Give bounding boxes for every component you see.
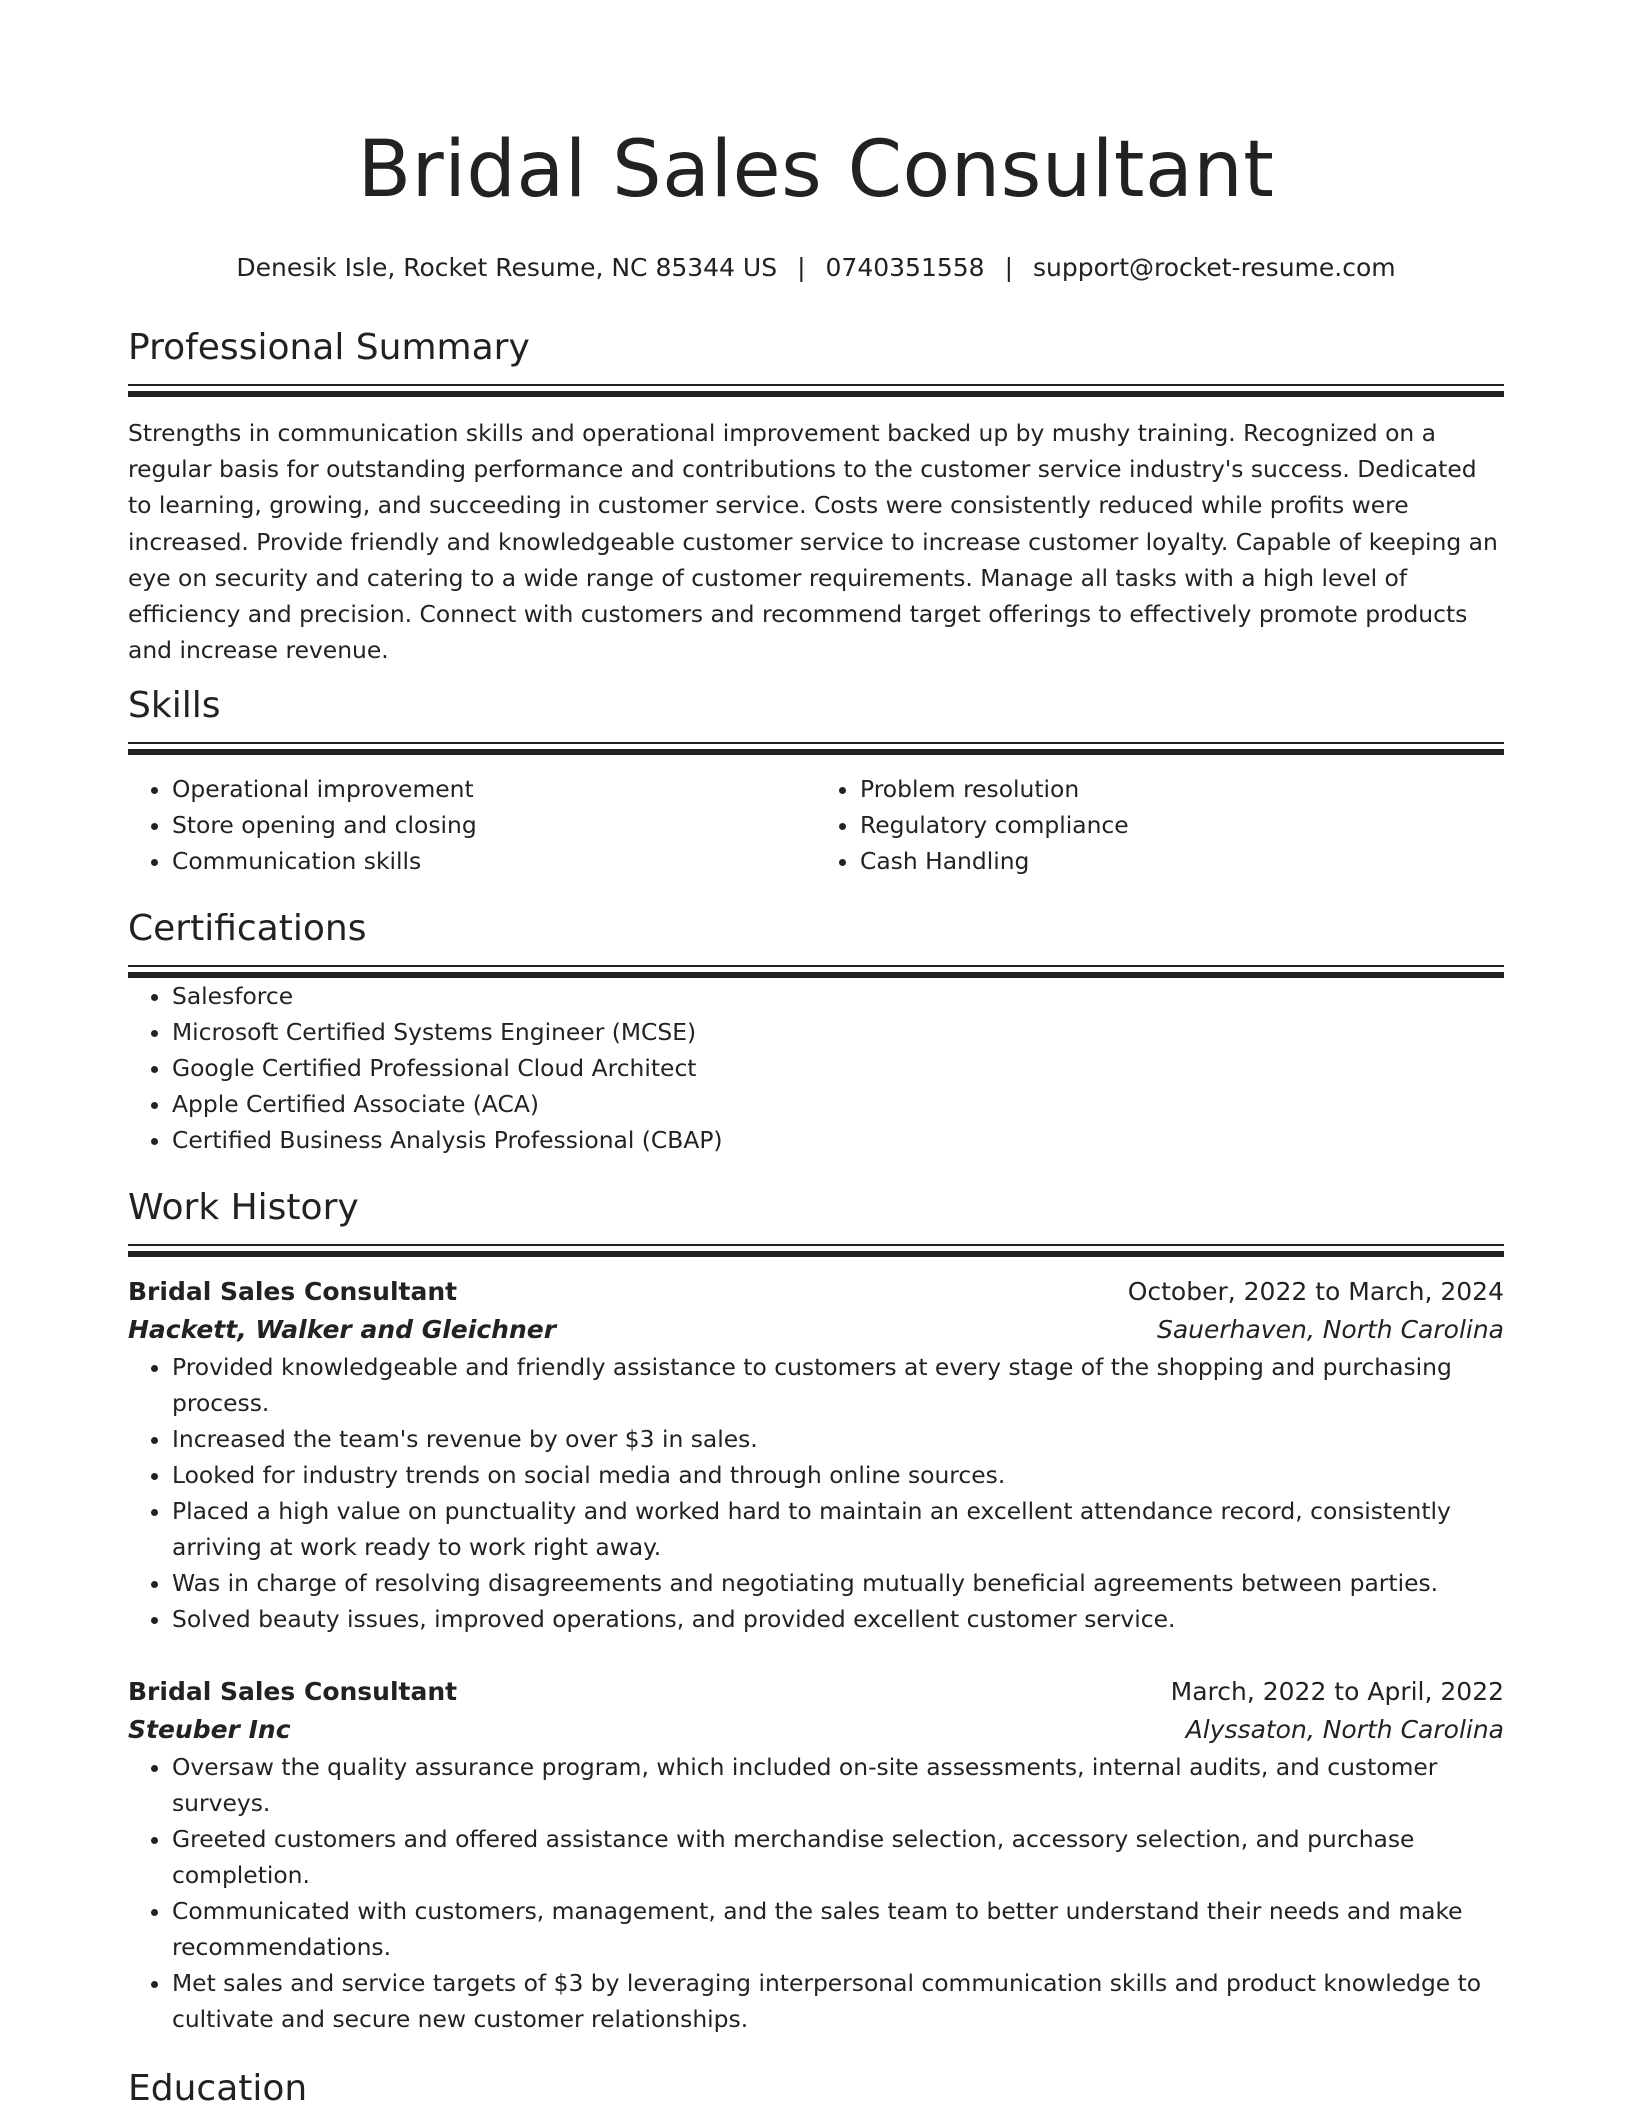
work-history-title: Work History xyxy=(128,1187,359,1229)
job-bullet: • Solved beauty issues, improved operations, and provided excellent customer service. xyxy=(172,1601,1504,1637)
job-bullet: • Was in charge of resolving disagreements and negotiating mutually beneficial agreements between parties. xyxy=(172,1565,1504,1601)
contact-email: support@rocket-resume.com xyxy=(1033,253,1396,282)
certification-item: • Google Certified Professional Cloud Architect xyxy=(172,1050,1504,1086)
job-bullet: • Increased the team's revenue by over $3 in sales. xyxy=(172,1421,1504,1457)
skills-right-column xyxy=(816,771,1504,879)
job-bullet: • Communicated with customers, management, and the sales team to better understand their needs and make recommendations. xyxy=(172,1893,1504,1965)
section-divider xyxy=(128,384,1504,397)
work-history-section xyxy=(128,1186,1504,2037)
certification-item: • Microsoft Certified Systems Engineer (MCSE) xyxy=(172,1014,1504,1050)
job-location: Sauerhaven, North Carolina xyxy=(1156,1315,1504,1345)
job-bullet: • Greeted customers and offered assistance with merchandise selection, accessory selection, and purchase completion. xyxy=(172,1821,1504,1893)
education-title: Education xyxy=(128,2068,308,2110)
skill-item: • Operational improvement xyxy=(172,771,816,807)
job-subheader xyxy=(128,1311,1504,1349)
contact-separator: | xyxy=(1004,253,1014,282)
summary-title: Professional Summary xyxy=(128,327,530,368)
job-company: Steuber Inc xyxy=(128,1715,291,1745)
certification-item: • Apple Certified Associate (ACA) xyxy=(172,1086,1504,1122)
candidate-name: Bridal Sales Consultant xyxy=(357,125,1275,215)
job-bullet: • Met sales and service targets of $3 by leveraging interpersonal communication skills and product knowledge to cultivate and secure new customer relationships. xyxy=(172,1965,1504,2037)
job-dates: October, 2022 to March, 2024 xyxy=(1127,1277,1504,1307)
education-section xyxy=(128,2067,1504,2111)
job-bullets xyxy=(128,1749,1504,2037)
skill-item: • Store opening and closing xyxy=(172,807,816,843)
job-title: Bridal Sales Consultant xyxy=(128,1277,458,1307)
job-company: Hackett, Walker and Gleichner xyxy=(128,1315,557,1345)
skill-item: • Regulatory compliance xyxy=(860,807,1504,843)
skills-columns xyxy=(128,771,1504,879)
job-header xyxy=(128,1273,1504,1311)
section-divider xyxy=(128,742,1504,755)
certifications-title: Certifications xyxy=(128,908,367,950)
skills-left-column xyxy=(128,771,816,879)
certification-item: • Salesforce xyxy=(172,978,1504,1014)
certifications-section xyxy=(128,907,1504,1158)
job-header xyxy=(128,1673,1504,1711)
contact-phone: 0740351558 xyxy=(825,253,985,282)
skill-item: • Cash Handling xyxy=(860,843,1504,879)
contact-separator: | xyxy=(797,253,806,282)
summary-text: Strengths in communication skills and operational improvement backed up by mushy training. Recognized on a regular basis for outstanding performance and contributions to the customer service industry's success. Dedicated to learning, growing, and succeeding in customer service. Costs were consistently reduced while profits were increased. Provide friendly and knowledgeable customer service to increase customer loyalty. Capable of keeping an eye on security and catering to a wide range of customer requirements. Manage all tasks with a high level of efficiency and precision. Connect with customers and recommend target offerings to effectively promote products and increase revenue. xyxy=(128,419,1498,665)
job-bullet: • Placed a high value on punctuality and worked hard to maintain an excellent attendance record, consistently arriving at work ready to work right away. xyxy=(172,1493,1504,1565)
job-bullet: • Oversaw the quality assurance program, which included on-site assessments, internal audits, and customer surveys. xyxy=(172,1749,1504,1821)
skills-title: Skills xyxy=(128,685,221,727)
job-bullet: • Provided knowledgeable and friendly assistance to customers at every stage of the shopping and purchasing process. xyxy=(172,1349,1504,1421)
job-subheader xyxy=(128,1711,1504,1749)
skill-item: • Communication skills xyxy=(172,843,816,879)
contact-address: Denesik Isle, Rocket Resume, NC 85344 US xyxy=(236,253,778,282)
job-bullets xyxy=(128,1349,1504,1637)
skills-section xyxy=(128,684,1504,879)
job-bullet: • Looked for industry trends on social media and through online sources. xyxy=(172,1457,1504,1493)
contact-line xyxy=(128,252,1504,284)
summary-section xyxy=(128,326,1504,668)
job-entry xyxy=(128,1673,1504,2037)
job-title: Bridal Sales Consultant xyxy=(128,1677,458,1707)
skill-item: • Problem resolution xyxy=(860,771,1504,807)
job-entry xyxy=(128,1273,1504,1637)
job-dates: March, 2022 to April, 2022 xyxy=(1170,1677,1504,1707)
certifications-list xyxy=(128,978,1504,1158)
certification-item: • Certified Business Analysis Professional (CBAP) xyxy=(172,1122,1504,1158)
section-divider xyxy=(128,965,1504,978)
section-divider xyxy=(128,1244,1504,1257)
job-location: Alyssaton, North Carolina xyxy=(1185,1715,1504,1745)
